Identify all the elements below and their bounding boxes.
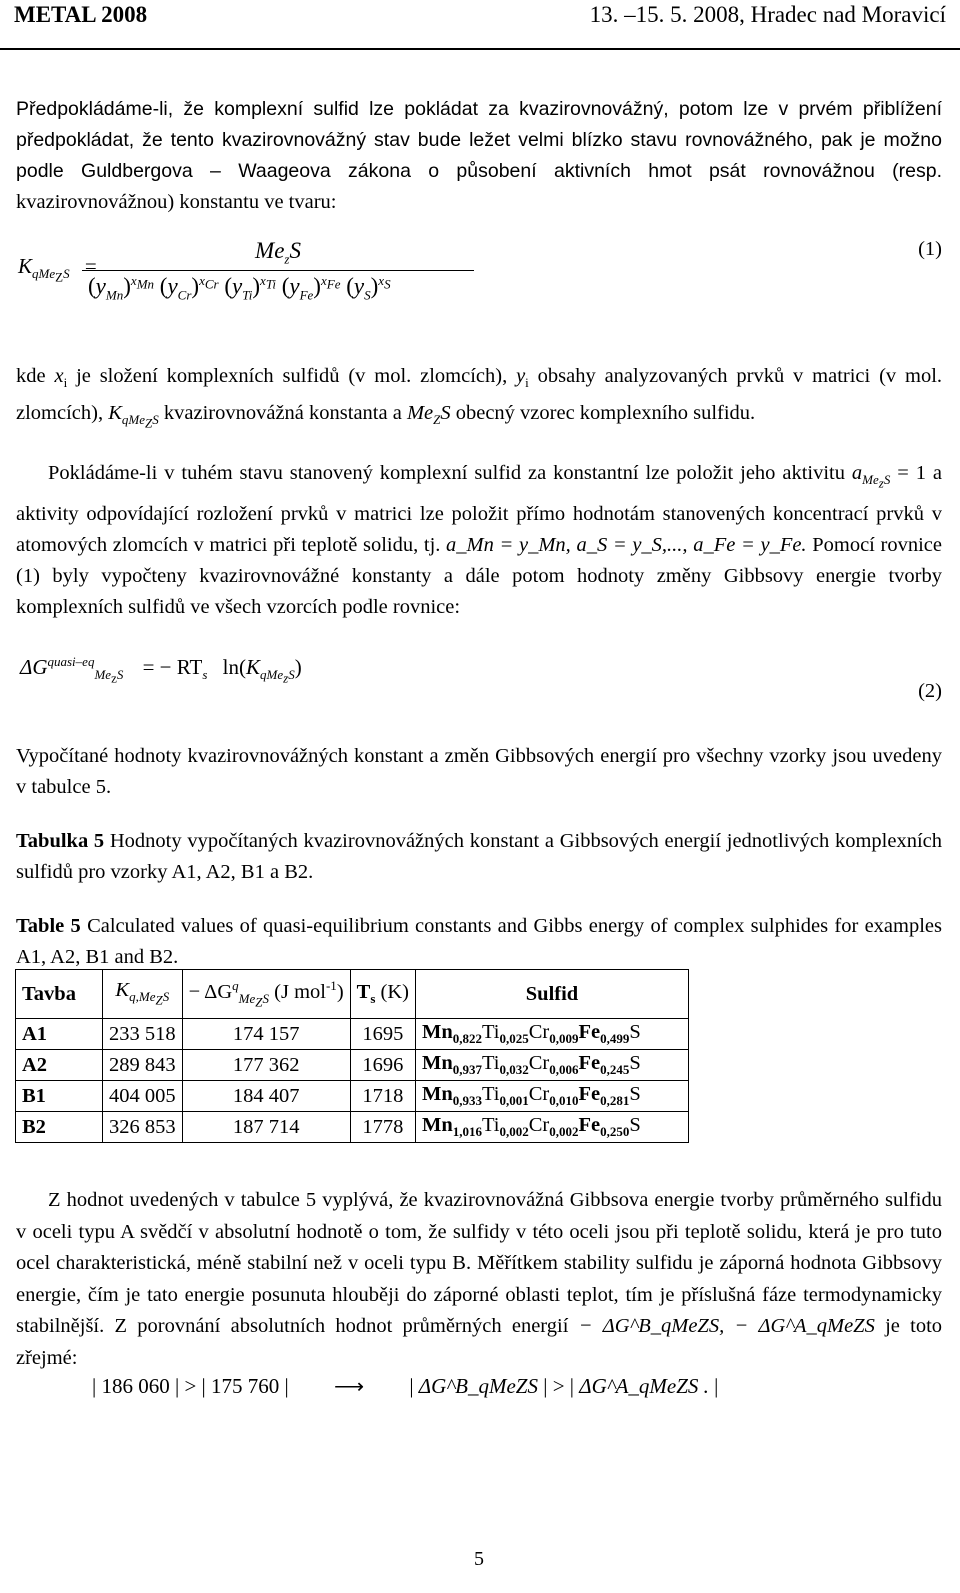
cell-sulfid: $Mn_{0,937}Ti_{0,032}Cr_{0,006}Fe_{0,245}S$ (415, 1050, 688, 1081)
k-subscript-s: S (63, 266, 70, 282)
cell-delta-g: 187 714 (182, 1112, 350, 1143)
x-index: i (63, 375, 68, 391)
table-row (16, 1019, 689, 1050)
cell-k: 326 853 (103, 1112, 183, 1143)
equation-1-number: (1) (918, 238, 942, 260)
k-subscript: qMe (32, 266, 56, 282)
numerator-s: S (289, 238, 301, 263)
compare-value-1: 186 060 (101, 1374, 170, 1398)
activity-text-a: Pokládáme-li v tuhém stavu stanovený komplexní sulfid za konstantní lze položit jeho aktivitu (48, 462, 845, 484)
arrow-icon: ⟶ (333, 1374, 365, 1398)
y-index: i (525, 375, 529, 391)
ln-operator: ln (222, 655, 240, 679)
cell-sulfid: $Mn_{0,933}Ti_{0,001}Cr_{0,010}Fe_{0,281}S$ (415, 1081, 688, 1112)
intro-text: Předpokládáme-li, že komplexní sulfid lze pokládat za kvazirovnovážný, potom lze v prvém přiblížení předpokládat, že tento kvazirovnovážný stav bude ležet velmi blízko stavu rovnovážného, pak je možno podle Guldbergova – Waageova zákona o působení aktivních hmot psát rovnovážnou (resp. (16, 98, 942, 182)
where-paragraph: kde $x_i$ je složení komplexních sulfidů (v mol. zlomcích), $y_i$ obsahy analyzovaných prvků v matrici (v mol. zlomcích), $K_{qMe_ZS}$ kvazirovnovážná konstanta a $Me_ZS$ obecný vzorec komplexního sulfidu. (16, 365, 943, 431)
cell-ts: 1718 (350, 1081, 415, 1112)
cell-delta-g: 184 407 (182, 1081, 350, 1112)
x-symbol: x (54, 365, 64, 387)
compare-g-b: ΔG^B_qMeZS (418, 1374, 538, 1398)
page-number: 5 (474, 1548, 484, 1570)
where-text-1: kde (16, 365, 46, 387)
delta-g: ΔG (20, 655, 48, 679)
mezs-s: S (440, 402, 451, 425)
activity-text-b: a aktivity odpovídající rozložení prvků v matrici lze položit přímo hodnotám stanovených koncentrací prvků v atomových zlomcích v matrici při teplotě solidu, tj. (16, 462, 943, 556)
numerator-z: z (284, 251, 290, 267)
cell-tavba: A1 (16, 1019, 103, 1050)
mezs-z: Z (433, 412, 441, 428)
conference-name: METAL 2008 (14, 2, 148, 27)
cell-k: 289 843 (103, 1050, 183, 1081)
where-text-5: obecný vzorec komplexního sulfidu. (455, 402, 756, 425)
equation-1-denominator: $(y_{Mn})^{x_{Mn}}$ $(y_{Cr})^{x_{Cr}}$ $(y_{Ti})^{x_{Ti}}$ $(y_{Fe})^{x_{Fe}}$ $(y_S)^{x_S}$ (88, 273, 391, 303)
table-row (16, 1050, 689, 1081)
compare-g-a: ΔG^A_qMeZS . (579, 1374, 709, 1398)
k-subscript-z: Z (55, 269, 64, 285)
where-text-2: je složení komplexních sulfidů (v mol. zlomcích), (76, 365, 508, 387)
where-text-3: obsahy analyzovaných prvků v matrici (v mol. zlomcích), (16, 365, 943, 425)
compare-gt-1: > (184, 1374, 197, 1398)
cell-ts: 1778 (350, 1112, 415, 1143)
cell-delta-g: 177 362 (182, 1050, 350, 1081)
k-symbol: K (18, 254, 33, 278)
intro-tail-text: kvazirovnovážnou) konstantu ve tvaru: (16, 191, 337, 213)
equation-1-fraction (82, 238, 474, 303)
cell-k: 404 005 (103, 1081, 183, 1112)
caption-en (16, 911, 942, 973)
compare-gt-2: > (552, 1374, 565, 1398)
y-symbol: y (516, 365, 526, 387)
caption-cz-text: Hodnoty vypočítaných kvazirovnovážných konstant a Gibbsových energií jednotlivých komplexních sulfidů pro vzorky A1, A2, B1 a B2. (16, 830, 942, 883)
cell-tavba: B2 (16, 1112, 103, 1143)
caption-cz-label: Tabulka 5 (16, 830, 105, 852)
rt-term: = − RT (142, 655, 203, 679)
compare-value-2: 175 760 (211, 1374, 280, 1398)
cell-tavba: A2 (16, 1050, 103, 1081)
activity-paragraph: Pokládáme-li v tuhém stavu stanovený komplexní sulfid za konstantní lze položit jeho aktivitu $a_{Me_zS} = 1$ a aktivity odpovídající rozložení prvků v matrici lze položit přímo hodnotám stanovených koncentrací prvků v atomových zlomcích v matrici při teplotě solidu, tj. a_Mn = y_Mn, a_S = y_S,..., a_Fe = y_Fe. Pomocí rovnice (1) byly vypočteny kvazirovnovážné konstanty a dále potom hodnoty změny Gibbsovy energie tvorby komplexních sulfidů ve všech vzorcích podle rovnice: (16, 462, 943, 618)
activity-symbol: a (851, 462, 863, 484)
equation-2: $\Delta G^{quasi-eq}_{Me_zS}$ = − $RT_s$ $\ln(K_{qMe_zS})$ (20, 654, 302, 686)
cell-k: 233 518 (103, 1019, 183, 1050)
caption-en-text: Calculated values of quasi-equilibrium constants and Gibbs energy of complex sulphides for examples A1, A2, B1 and B2. (16, 915, 942, 968)
header-delta-g: − $\Delta G^q_{Me_ZS}$ (J mol$^{-1}$) (182, 970, 350, 1019)
delta-g-subscript: Me (94, 667, 112, 683)
conclusion-text-b: je toto zřejmé: (16, 1315, 943, 1369)
cell-tavba: B1 (16, 1081, 103, 1112)
results-table (15, 969, 689, 1143)
equation-1-lhs: $K_{qMe_ZS}$ = (18, 254, 97, 285)
equation-1-numerator (82, 238, 474, 270)
header-k: $K_{q,Me_ZS}$ (103, 970, 183, 1019)
equation-2-number: (2) (918, 680, 942, 702)
ts-subscript: s (202, 667, 208, 683)
mezs-me: Me (406, 402, 434, 425)
comparison-line: | 186 060 | > | 175 760 | ⟶ | ΔG^B_qMeZS | > | ΔG^A_qMeZS . | (92, 1374, 719, 1398)
cell-ts: 1695 (350, 1019, 415, 1050)
results-paragraph: Vypočítané hodnoty kvazirovnovážných konstant a změn Gibbsových energií pro všechny vzorky jsou uvedeny v tabulce 5. (16, 745, 942, 798)
where-text-4: kvazirovnovážná konstanta a (163, 402, 402, 425)
header-tavba: Tavba (16, 970, 103, 1019)
page-header (0, 0, 960, 50)
table-row (16, 1112, 689, 1143)
header-ts: $T_s$ (K) (350, 970, 415, 1019)
conclusion-expression: − ΔG^B_qMeZS, − ΔG^A_qMeZS (578, 1315, 875, 1337)
cell-delta-g: 174 157 (182, 1019, 350, 1050)
activity-text-c: Pomocí rovnice (1) byly vypočteny kvazirovnovážné konstanty a dále potom hodnoty změny Gibbsovy energie tvorby komplexních sulfidů ve všech vzorcích podle rovnice: (16, 533, 942, 618)
activity-formula: a_Mn = y_Mn, a_S = y_S,..., a_Fe = y_Fe. (446, 533, 807, 556)
conclusion-text-a: Z hodnot uvedených v tabulce 5 vyplývá, že kvazirovnovážná Gibbsova energie tvorby průměrného sulfidu v oceli typu A svědčí v absolutní hodnotě o tom, že sulfidy v této oceli jsou při teplotě solidu, která je pro tuto ocel charakteristická, méně stabilní než v oceli typu B. Měřítkem stability sulfidu je záporná hodnota Gibbsovy energie, čím je tato energie posunuta hlouběji do záporné oblasti teplot, tím je příslušná fáze termodynamicky stabilnější. Z porovnání absolutních hodnot průměrných energií (16, 1189, 942, 1337)
header-sulfid: Sulfid (415, 970, 688, 1019)
caption-en-label: Table 5 (16, 915, 81, 937)
intro-paragraph (16, 94, 942, 218)
table-header-row (16, 970, 689, 1019)
numerator-me: Me (255, 238, 285, 263)
k-symbol-inline: K (108, 402, 122, 425)
cell-ts: 1696 (350, 1050, 415, 1081)
cell-sulfid: $Mn_{1,016}Ti_{0,002}Cr_{0,002}Fe_{0,250}S$ (415, 1112, 688, 1143)
activity-equals: = 1 (897, 462, 926, 484)
conference-date-place: 13. –15. 5. 2008, Hradec nad Moravicí (589, 2, 946, 27)
table-row (16, 1081, 689, 1112)
cell-sulfid: $Mn_{0,822}Ti_{0,025}Cr_{0,009}Fe_{0,499}S$ (415, 1019, 688, 1050)
conclusion-paragraph (16, 1185, 942, 1374)
caption-cz (16, 826, 942, 888)
delta-g-superscript: quasi–eq (47, 654, 95, 669)
eq2-k: K (246, 655, 261, 679)
